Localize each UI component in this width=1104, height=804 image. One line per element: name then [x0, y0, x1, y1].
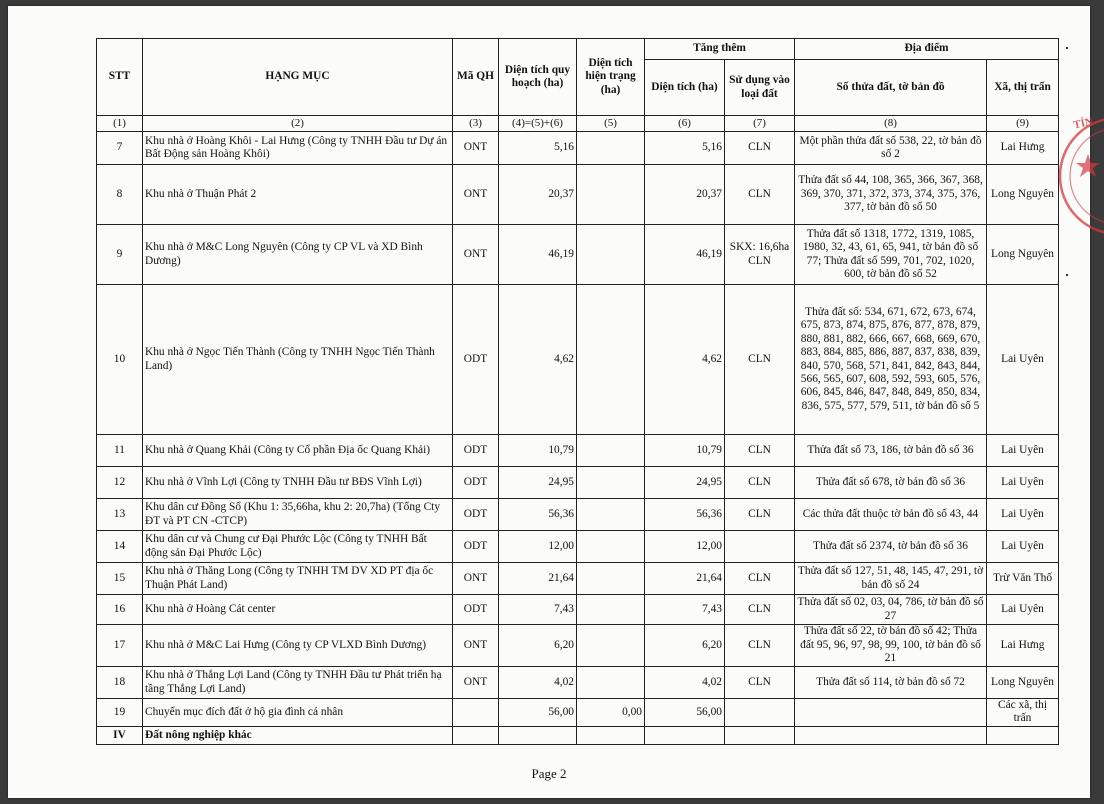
cell-xa: Lai Uyên — [987, 467, 1059, 499]
cell-thua: Các thửa đất thuộc tờ bản đồ số 43, 44 — [795, 499, 987, 531]
cell-sd: CLN — [725, 435, 795, 467]
section-stt: IV — [97, 726, 143, 744]
cell-stt: 7 — [97, 132, 143, 165]
cell-stt: 17 — [97, 625, 143, 667]
empty-cell — [725, 726, 795, 744]
cell-qh: 5,16 — [499, 132, 577, 165]
cell-stt: 10 — [97, 285, 143, 435]
table-row — [97, 667, 1059, 699]
cell-dt: 4,62 — [645, 285, 725, 435]
cell-xa: Lai Uyên — [987, 435, 1059, 467]
header-dia-diem: Địa điểm — [795, 39, 1059, 60]
cell-thua: Thửa đất số 02, 03, 04, 786, tờ bản đồ số 27 — [795, 595, 987, 625]
cell-ma: ODT — [453, 531, 499, 563]
cell-sd — [725, 699, 795, 727]
cell-ht — [577, 285, 645, 435]
empty-cell — [987, 726, 1059, 744]
table-row — [97, 499, 1059, 531]
cell-name: Khu nhà ở Hoàng Khôi - Lai Hưng (Công ty TNHH Đầu tư Dự án Bất Động sản Hoàng Khôi) — [143, 132, 453, 165]
cell-ht — [577, 132, 645, 165]
cell-thua — [795, 699, 987, 727]
header-hang-muc: HẠNG MỤC — [143, 39, 453, 116]
table-body — [97, 116, 1059, 745]
margin-mark — [1066, 274, 1068, 276]
cell-dt: 12,00 — [645, 531, 725, 563]
cell-stt: 19 — [97, 699, 143, 727]
cell-ht — [577, 165, 645, 225]
cell-sd: CLN — [725, 595, 795, 625]
cell-qh: 56,36 — [499, 499, 577, 531]
cell-thua: Thửa đất số 44, 108, 365, 366, 367, 368, 369, 370, 371, 372, 373, 374, 375, 376, 377, tờ bản đồ số 50 — [795, 165, 987, 225]
cell-ma: ONT — [453, 132, 499, 165]
cell-name: Khu nhà ở M&C Lai Hưng (Công ty CP VLXD Bình Dương) — [143, 625, 453, 667]
cell-ma: ONT — [453, 165, 499, 225]
cell-ht — [577, 563, 645, 595]
index-cell: (8) — [795, 116, 987, 132]
cell-sd — [725, 531, 795, 563]
cell-sd: CLN — [725, 667, 795, 699]
cell-stt: 13 — [97, 499, 143, 531]
cell-xa: Các xã, thị trấn — [987, 699, 1059, 727]
index-cell: (4)=(5)+(6) — [499, 116, 577, 132]
cell-name: Khu dân cư và Chung cư Đại Phước Lộc (Công ty TNHH Bất động sản Đại Phước Lộc) — [143, 531, 453, 563]
cell-name: Khu nhà ở Vĩnh Lợi (Công ty TNHH Đầu tư BĐS Vĩnh Lợi) — [143, 467, 453, 499]
cell-xa: Trừ Văn Thố — [987, 563, 1059, 595]
cell-ma: ONT — [453, 625, 499, 667]
cell-ma: ONT — [453, 563, 499, 595]
header-ma-qh: Mã QH — [453, 39, 499, 116]
header-su-dung: Sử dụng vào loại đất — [725, 60, 795, 116]
cell-xa: Lai Uyên — [987, 595, 1059, 625]
cell-name: Chuyển mục đích đất ở hộ gia đình cá nhân — [143, 699, 453, 727]
table-row — [97, 595, 1059, 625]
cell-ht — [577, 467, 645, 499]
index-cell: (5) — [577, 116, 645, 132]
cell-dt: 4,02 — [645, 667, 725, 699]
table-row — [97, 699, 1059, 727]
cell-ht — [577, 625, 645, 667]
cell-dt: 56,00 — [645, 699, 725, 727]
cell-name: Khu nhà ở Quang Khải (Công ty Cổ phần Địa ốc Quang Khải) — [143, 435, 453, 467]
cell-thua: Thửa đất số 678, tờ bản đồ số 36 — [795, 467, 987, 499]
cell-ht — [577, 435, 645, 467]
cell-name: Khu nhà ở Thuận Phát 2 — [143, 165, 453, 225]
header-xa: Xã, thị trấn — [987, 60, 1059, 116]
cell-stt: 18 — [97, 667, 143, 699]
cell-ma — [453, 699, 499, 727]
cell-ma: ODT — [453, 435, 499, 467]
cell-dt: 20,37 — [645, 165, 725, 225]
index-cell: (9) — [987, 116, 1059, 132]
margin-mark — [1066, 47, 1068, 49]
empty-cell — [645, 726, 725, 744]
table-row — [97, 467, 1059, 499]
table-row — [97, 285, 1059, 435]
cell-qh: 24,95 — [499, 467, 577, 499]
cell-stt: 15 — [97, 563, 143, 595]
header-tang-them: Tăng thêm — [645, 39, 795, 60]
cell-thua: Thửa đất số 114, tờ bản đồ số 72 — [795, 667, 987, 699]
document-page — [8, 6, 1090, 798]
cell-dt: 56,36 — [645, 499, 725, 531]
cell-stt: 8 — [97, 165, 143, 225]
cell-ht — [577, 499, 645, 531]
cell-sd: CLN — [725, 132, 795, 165]
cell-xa: Lai Uyên — [987, 531, 1059, 563]
cell-thua: Thửa đất số 127, 51, 48, 145, 47, 291, tờ bản đồ số 24 — [795, 563, 987, 595]
table-row — [97, 132, 1059, 165]
cell-stt: 14 — [97, 531, 143, 563]
cell-dt: 46,19 — [645, 225, 725, 285]
table-row — [97, 531, 1059, 563]
cell-thua: Thửa đất số 2374, tờ bản đồ số 36 — [795, 531, 987, 563]
section-row — [97, 726, 1059, 744]
index-cell: (1) — [97, 116, 143, 132]
cell-thua: Thửa đất số 22, tờ bản đồ số 42; Thửa đất 95, 96, 97, 98, 99, 100, tờ bản đồ số 21 — [795, 625, 987, 667]
cell-ma: ONT — [453, 225, 499, 285]
cell-stt: 16 — [97, 595, 143, 625]
cell-xa: Lai Uyên — [987, 285, 1059, 435]
cell-sd: CLN — [725, 285, 795, 435]
cell-dt: 21,64 — [645, 563, 725, 595]
table-row — [97, 165, 1059, 225]
cell-dt: 5,16 — [645, 132, 725, 165]
cell-qh: 6,20 — [499, 625, 577, 667]
cell-sd: CLN — [725, 165, 795, 225]
index-row — [97, 116, 1059, 132]
cell-name: Khu nhà ở Thắng Lợi Land (Công ty TNHH Đầu tư Phát triển hạ tầng Thắng Lợi Land) — [143, 667, 453, 699]
cell-sd: CLN — [725, 467, 795, 499]
empty-cell — [453, 726, 499, 744]
cell-dt: 10,79 — [645, 435, 725, 467]
cell-sd: CLN — [725, 625, 795, 667]
cell-qh: 20,37 — [499, 165, 577, 225]
stamp-text: TỈN — [1072, 115, 1095, 132]
table-row — [97, 225, 1059, 285]
table-row — [97, 563, 1059, 595]
header-dt-hien-trang: Diện tích hiện trạng (ha) — [577, 39, 645, 116]
cell-dt: 7,43 — [645, 595, 725, 625]
cell-xa: Lai Hưng — [987, 625, 1059, 667]
cell-ht: 0,00 — [577, 699, 645, 727]
index-cell: (6) — [645, 116, 725, 132]
cell-stt: 11 — [97, 435, 143, 467]
index-cell: (7) — [725, 116, 795, 132]
cell-ma: ODT — [453, 595, 499, 625]
cell-name: Khu nhà ở M&C Long Nguyên (Công ty CP VL và XD Bình Dương) — [143, 225, 453, 285]
cell-qh: 46,19 — [499, 225, 577, 285]
index-cell: (2) — [143, 116, 453, 132]
cell-ht — [577, 225, 645, 285]
cell-name: Khu nhà ở Ngọc Tiến Thành (Công ty TNHH Ngọc Tiến Thành Land) — [143, 285, 453, 435]
section-name: Đất nông nghiệp khác — [143, 726, 453, 744]
index-cell: (3) — [453, 116, 499, 132]
cell-dt: 6,20 — [645, 625, 725, 667]
cell-xa: Lai Uyên — [987, 499, 1059, 531]
cell-dt: 24,95 — [645, 467, 725, 499]
cell-qh: 21,64 — [499, 563, 577, 595]
cell-stt: 12 — [97, 467, 143, 499]
page-footer: Page 2 — [531, 766, 567, 781]
cell-sd: SKX: 16,6ha CLN — [725, 225, 795, 285]
cell-ht — [577, 595, 645, 625]
cell-ma: ODT — [453, 285, 499, 435]
table-row — [97, 625, 1059, 667]
cell-qh: 56,00 — [499, 699, 577, 727]
cell-name: Khu nhà ở Hoàng Cát center — [143, 595, 453, 625]
cell-ma: ONT — [453, 667, 499, 699]
header-so-thua: Số thửa đất, tờ bản đồ — [795, 60, 987, 116]
empty-cell — [499, 726, 577, 744]
cell-xa: Lai Hưng — [987, 132, 1059, 165]
cell-thua: Một phần thửa đất số 538, 22, tờ bản đồ số 2 — [795, 132, 987, 165]
cell-ht — [577, 531, 645, 563]
cell-ht — [577, 667, 645, 699]
cell-sd: CLN — [725, 563, 795, 595]
red-seal-stamp — [1056, 96, 1104, 256]
cell-qh: 10,79 — [499, 435, 577, 467]
cell-ma: ODT — [453, 499, 499, 531]
cell-xa: Long Nguyên — [987, 225, 1059, 285]
empty-cell — [577, 726, 645, 744]
land-use-table — [96, 38, 1059, 745]
cell-name: Khu nhà ở Thăng Long (Công ty TNHH TM DV XD PT địa ốc Thuận Phát Land) — [143, 563, 453, 595]
cell-ma: ODT — [453, 467, 499, 499]
table-row — [97, 435, 1059, 467]
cell-qh: 4,02 — [499, 667, 577, 699]
cell-name: Khu dân cư Đồng Sổ (Khu 1: 35,66ha, khu 2: 20,7ha) (Tổng Cty ĐT và PT CN -CTCP) — [143, 499, 453, 531]
cell-thua: Thửa đất số 1318, 1772, 1319, 1085, 1980, 32, 43, 61, 65, 941, tờ bản đồ số 77; Thửa đất số 599, 701, 702, 1020, 600, tờ bản đồ số 52 — [795, 225, 987, 285]
cell-qh: 7,43 — [499, 595, 577, 625]
header-stt: STT — [97, 39, 143, 116]
cell-thua: Thửa đất số 73, 186, tờ bản đồ số 36 — [795, 435, 987, 467]
header-dt-quy-hoach: Diện tích quy hoạch (ha) — [499, 39, 577, 116]
cell-xa: Long Nguyên — [987, 165, 1059, 225]
cell-qh: 12,00 — [499, 531, 577, 563]
cell-stt: 9 — [97, 225, 143, 285]
header-dt-ha: Diện tích (ha) — [645, 60, 725, 116]
cell-xa: Long Nguyên — [987, 667, 1059, 699]
empty-cell — [795, 726, 987, 744]
cell-sd: CLN — [725, 499, 795, 531]
cell-thua: Thửa đất số: 534, 671, 672, 673, 674, 675, 873, 874, 875, 876, 877, 878, 879, 880, 881, 882, 666, 667, 668, 669, 670, 883, 884, 885, 886, 887, 837, 838, 839, 840, 570, 568, 571, 841, 842, 843, 844, 566, 565, 607, 608, 592, 593, 605, 576, 606, 845, 846, 847, 848, 849, 850, 834, 836, 575, 577, 579, 511, tờ bản đồ số 5 — [795, 285, 987, 435]
cell-qh: 4,62 — [499, 285, 577, 435]
